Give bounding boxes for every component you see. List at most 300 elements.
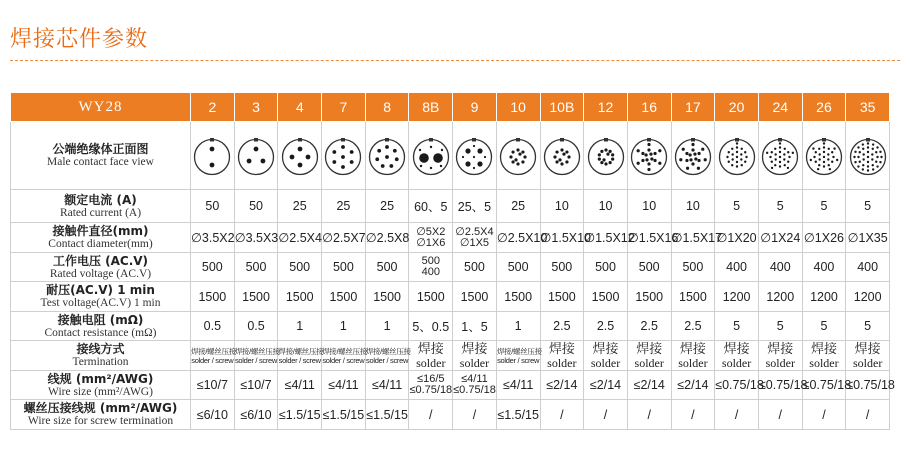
termination-mixed-en: solder / screw — [497, 355, 540, 365]
voltage-value: 500 — [551, 260, 573, 274]
screw-wire-value: / — [822, 407, 826, 422]
voltage-value-line1: 500 — [421, 255, 440, 267]
screw-wire-cell — [802, 400, 846, 430]
wire-size-cell — [322, 371, 366, 400]
test-voltage-value: 1200 — [766, 289, 795, 304]
termination-mixed-en: solder / screw — [191, 355, 234, 365]
wire-size-label-zh: 线规 (mm²/AWG) — [47, 371, 154, 386]
diameter-label-zh: 接触件直径(mm) — [52, 224, 149, 238]
wire-size-value: ≤2/14 — [546, 378, 578, 392]
screw-wire-cell — [846, 400, 890, 430]
test-voltage-cell — [322, 282, 366, 312]
termination-mixed-zh: 焊接/螺丝压接 — [191, 346, 236, 356]
termination-label-zh: 接线方式 — [76, 342, 125, 356]
connector-face-icon — [673, 136, 713, 176]
resistance-value: 5 — [820, 319, 828, 333]
current-label-zh: 额定电流 (A) — [64, 192, 137, 207]
diameter-value: ∅2.5X10 — [496, 230, 548, 245]
voltage-value: 500 — [595, 260, 616, 274]
resistance-value: 2.5 — [684, 319, 702, 333]
termination-cell — [234, 341, 278, 371]
resistance-label-zh: 接触电阻 (mΩ) — [57, 312, 144, 327]
voltage-value: 500 — [376, 260, 398, 274]
termination-solder-zh: 焊接 — [636, 341, 663, 357]
resistance-value: 0.5 — [203, 319, 222, 333]
wire-size-cell — [191, 371, 235, 400]
face-view-cell — [365, 122, 409, 190]
termination-solder-zh: 焊接 — [679, 341, 706, 357]
resistance-value: 1 — [514, 319, 522, 333]
diameter-value: ∅2.5X7 — [322, 230, 366, 245]
current-value: 25 — [336, 199, 351, 213]
test-voltage-value: 1500 — [504, 289, 533, 304]
pin-count-header: 8 — [365, 93, 409, 122]
termination-solder-en: solder — [678, 355, 708, 370]
termination-solder-en: solder — [634, 355, 664, 370]
test-voltage-label-zh: 耐压(AC.V) 1 min — [46, 283, 155, 297]
screw-wire-cell — [234, 400, 278, 430]
diameter-value: ∅1.5X12 — [584, 230, 635, 245]
voltage-value: 500 — [638, 260, 660, 274]
wire-size-value: ≤0.75/18 — [758, 378, 808, 392]
test-voltage-value: 1500 — [460, 289, 489, 304]
voltage-row-label — [11, 253, 191, 282]
test-voltage-value: 1500 — [679, 289, 707, 304]
termination-mixed-zh: 焊接/螺丝压接 — [234, 346, 280, 356]
test-voltage-value: 1500 — [329, 289, 358, 304]
current-value: 25 — [292, 199, 307, 213]
diameter-value: ∅1.5X10 — [540, 230, 592, 245]
current-cell — [322, 190, 366, 223]
screw-wire-cell — [584, 400, 628, 430]
wire-size-cell — [453, 371, 497, 400]
wire-size-cell — [715, 371, 764, 400]
termination-cell — [322, 341, 366, 371]
current-cell — [802, 190, 846, 223]
test-voltage-cell — [715, 282, 759, 312]
test-voltage-value: 1500 — [198, 289, 227, 304]
termination-solder-zh: 焊接 — [723, 341, 750, 357]
voltage-cell — [584, 253, 628, 282]
current-cell — [671, 190, 715, 223]
screw-wire-value: ≤1.5/15 — [322, 407, 365, 422]
termination-solder-en: solder — [459, 355, 490, 370]
test-voltage-label-en: Test voltage(AC.V) 1 min — [40, 297, 161, 309]
voltage-value-line2: 400 — [421, 266, 440, 278]
resistance-cell — [278, 312, 322, 341]
termination-cell — [627, 341, 671, 371]
header-row — [11, 93, 890, 122]
voltage-value: 400 — [813, 260, 835, 274]
diameter-cell — [802, 223, 846, 253]
diameter-row — [11, 223, 890, 253]
screw-wire-value: / — [734, 407, 739, 422]
current-cell — [234, 190, 278, 223]
current-cell — [627, 190, 671, 223]
termination-solder-en: solder — [852, 355, 883, 370]
connector-face-icon — [542, 136, 582, 176]
current-cell — [453, 190, 497, 223]
resistance-row-label — [11, 312, 191, 341]
current-cell — [409, 190, 453, 223]
wire-size-value: ≤4/11 — [371, 378, 403, 392]
screw-wire-cell — [409, 400, 453, 430]
wire-size-value: ≤10/7 — [196, 378, 228, 392]
current-value: 25 — [511, 199, 526, 213]
resistance-value: 5 — [864, 319, 872, 333]
termination-solder-en: solder — [547, 355, 577, 370]
face-view-cell — [584, 122, 628, 190]
current-row — [11, 190, 890, 223]
pin-count-header: 12 — [584, 93, 628, 122]
termination-cell — [278, 341, 322, 371]
screw-wire-value: / — [560, 407, 564, 422]
termination-mixed-zh: 焊接/螺丝压接 — [278, 346, 324, 356]
wire_size-value-line2: ≤0.75/18 — [453, 384, 496, 396]
termination-row-label — [11, 341, 191, 371]
voltage-value: 400 — [726, 260, 748, 274]
test-voltage-value: 1500 — [547, 289, 576, 304]
termination-solder-en: solder — [809, 355, 839, 370]
test-voltage-cell — [191, 282, 235, 312]
voltage-value: 500 — [201, 260, 223, 274]
test-voltage-value: 1500 — [635, 289, 664, 304]
voltage-cell — [409, 253, 453, 282]
termination-cell — [365, 341, 409, 371]
screw-wire-cell — [453, 400, 497, 430]
screw-wire-cell — [191, 400, 235, 430]
connector-face-icon — [760, 136, 800, 176]
diameter-value-line1: ∅5X2 — [416, 225, 446, 238]
termination-cell — [671, 341, 715, 371]
voltage-value: 500 — [464, 260, 485, 274]
diameter-label-en: Contact diameter(mm) — [48, 238, 153, 250]
termination-mixed-zh: 焊接/螺丝压接 — [322, 346, 368, 356]
title-divider — [10, 60, 900, 61]
wire-size-row-label — [11, 371, 191, 400]
connector-face-icon — [411, 136, 451, 176]
screw-wire-value: ≤6/10 — [196, 407, 228, 422]
termination-solder-zh: 焊接 — [592, 341, 619, 357]
pin-count-header: 3 — [234, 93, 278, 122]
diameter-value: ∅3.5X3 — [234, 230, 279, 245]
wire_size-value-line1: ≤4/11 — [461, 373, 488, 385]
screw-wire-value: / — [778, 407, 783, 422]
termination-cell — [802, 341, 846, 371]
pin-count-header: 9 — [453, 93, 497, 122]
termination-mixed-zh: 焊接/螺丝压接 — [496, 346, 542, 356]
pin-count-header: 2 — [191, 93, 235, 122]
face-view-cell — [322, 122, 366, 190]
termination-cell — [409, 341, 453, 371]
voltage-cell — [496, 253, 540, 282]
screw-wire-row-label — [11, 400, 191, 430]
resistance-cell — [758, 312, 802, 341]
termination-mixed-zh: 焊接/螺丝压接 — [365, 346, 411, 356]
pin-count-header: 26 — [802, 93, 846, 122]
test-voltage-row — [11, 282, 890, 312]
screw-wire-row — [11, 400, 890, 430]
diameter-cell — [453, 223, 497, 253]
diameter-cell — [627, 223, 679, 253]
resistance-value: 0.5 — [247, 319, 265, 333]
screw-wire-cell — [278, 400, 322, 430]
wire-size-row — [11, 371, 890, 400]
voltage-cell — [365, 253, 409, 282]
test-voltage-cell — [758, 282, 802, 312]
current-value: 10 — [642, 199, 657, 213]
voltage-cell — [322, 253, 366, 282]
screw-wire-value: ≤1.5/15 — [366, 407, 408, 422]
screw-wire-cell — [758, 400, 802, 430]
connector-face-icon — [454, 136, 494, 176]
test-voltage-cell — [540, 282, 584, 312]
resistance-cell — [846, 312, 890, 341]
current-cell — [846, 190, 890, 223]
connector-face-icon — [280, 136, 320, 176]
current-cell — [584, 190, 628, 223]
pin-count-header: 8B — [409, 93, 453, 122]
diameter-cell — [322, 223, 366, 253]
wire-size-cell — [365, 371, 409, 400]
voltage-value: 500 — [507, 260, 529, 274]
current-value: 5 — [864, 199, 872, 213]
wire-size-cell — [758, 371, 808, 400]
current-value: 10 — [598, 199, 613, 213]
test-voltage-cell — [453, 282, 497, 312]
current-cell — [540, 190, 584, 223]
screw-wire-label-zh: 螺丝压接线规 (mm²/AWG) — [23, 401, 178, 415]
wire-size-cell — [496, 371, 540, 400]
resistance-cell — [584, 312, 628, 341]
diameter-cell — [496, 223, 548, 253]
screw-wire-value: / — [472, 407, 477, 422]
voltage-label-zh: 工作电压 (AC.V) — [52, 253, 149, 268]
current-cell — [278, 190, 322, 223]
test-voltage-cell — [627, 282, 671, 312]
page-title: 焊接芯件参数 — [10, 27, 149, 52]
face-view-cell — [453, 122, 497, 190]
resistance-cell — [540, 312, 584, 341]
resistance-cell — [365, 312, 409, 341]
wire-size-cell — [234, 371, 278, 400]
test-voltage-value: 1500 — [242, 289, 270, 304]
wire-size-value: ≤4/11 — [503, 378, 534, 392]
diameter-value: ∅1X35 — [847, 230, 888, 245]
connector-face-icon — [498, 136, 538, 176]
screw-wire-cell — [627, 400, 671, 430]
screw-wire-value: ≤6/10 — [240, 407, 272, 422]
screw-wire-value: / — [691, 407, 695, 422]
diameter-cell — [671, 223, 723, 253]
termination-solder-zh: 焊接 — [767, 341, 794, 357]
face-row — [11, 122, 890, 190]
test-voltage-cell — [496, 282, 540, 312]
voltage-cell — [627, 253, 671, 282]
diameter-cell — [278, 223, 322, 253]
screw-wire-label-en: Wire size for screw termination — [27, 415, 174, 427]
current-value: 10 — [685, 199, 700, 213]
current-label-en: Rated current (A) — [59, 206, 142, 219]
test-voltage-cell — [365, 282, 409, 312]
resistance-value: 5 — [733, 319, 741, 333]
wire-size-cell — [278, 371, 322, 400]
face-label-en: Male contact face view — [47, 156, 154, 168]
test-voltage-cell — [584, 282, 628, 312]
voltage-cell — [191, 253, 235, 282]
resistance-cell — [234, 312, 278, 341]
connector-face-icon — [848, 136, 888, 176]
termination-row — [11, 341, 890, 371]
test-voltage-cell — [278, 282, 322, 312]
current-cell — [715, 190, 759, 223]
test-voltage-cell — [409, 282, 453, 312]
test-voltage-value: 1500 — [591, 289, 620, 304]
diameter-value-line1: ∅2.5X4 — [455, 225, 494, 238]
face-view-cell — [191, 122, 235, 190]
diameter-value: ∅2.5X4 — [278, 230, 322, 245]
face-label-zh: 公端绝缘体正面图 — [52, 142, 149, 156]
wire_size-value-line2: ≤0.75/18 — [409, 384, 453, 396]
voltage-cell — [540, 253, 584, 282]
diameter-value: ∅1.5X17 — [671, 230, 723, 245]
face-view-cell — [671, 122, 715, 190]
face-view-cell — [715, 122, 759, 190]
pin-count-header: 17 — [671, 93, 715, 122]
pin-count-header: 35 — [846, 93, 890, 122]
voltage-value: 400 — [857, 260, 879, 274]
voltage-value: 500 — [289, 260, 311, 274]
resistance-value: 2.5 — [596, 319, 615, 333]
current-value: 5 — [776, 199, 784, 213]
screw-wire-value: / — [603, 407, 608, 422]
voltage-label-en: Rated voltage (AC.V) — [49, 267, 152, 280]
voltage-value: 500 — [245, 260, 267, 274]
diameter-cell — [409, 223, 453, 253]
current-value: 10 — [554, 199, 569, 213]
wire-size-cell — [846, 371, 895, 400]
face-view-cell — [846, 122, 890, 190]
current-value: 25、5 — [457, 199, 492, 214]
current-value: 5 — [820, 199, 828, 213]
model-label: WY28 — [11, 93, 191, 122]
diameter-row-label — [11, 223, 191, 253]
resistance-value: 2.5 — [553, 319, 571, 333]
termination-mixed-en: solder / screw — [322, 355, 365, 365]
current-value: 50 — [205, 199, 220, 213]
wire-size-label-en: Wire size (mm²/AWG) — [48, 385, 153, 398]
pin-count-header: 16 — [627, 93, 671, 122]
termination-cell — [453, 341, 497, 371]
voltage-row — [11, 253, 890, 282]
wire-size-value: ≤10/7 — [240, 378, 272, 392]
termination-mixed-en: solder / screw — [278, 355, 321, 365]
connector-face-icon — [629, 136, 669, 176]
diameter-value: ∅3.5X2 — [191, 230, 235, 245]
test-voltage-cell — [846, 282, 890, 312]
current-row-label — [11, 190, 191, 223]
wire-size-cell — [627, 371, 671, 400]
face-view-cell — [496, 122, 540, 190]
test-voltage-value: 1200 — [722, 289, 751, 304]
face-view-cell — [234, 122, 278, 190]
wire-size-cell — [802, 371, 852, 400]
resistance-value: 1 — [339, 319, 347, 333]
termination-cell — [540, 341, 584, 371]
voltage-cell — [453, 253, 497, 282]
voltage-value: 500 — [332, 260, 354, 274]
face-view-cell — [409, 122, 453, 190]
screw-wire-value: / — [865, 407, 870, 422]
pin-count-header: 10B — [540, 93, 584, 122]
test-voltage-cell — [671, 282, 715, 312]
diameter-cell — [191, 223, 235, 253]
termination-cell — [846, 341, 890, 371]
screw-wire-cell — [671, 400, 715, 430]
test-voltage-cell — [234, 282, 278, 312]
wire-size-value: ≤0.75/18 — [715, 378, 764, 392]
screw-wire-cell — [496, 400, 540, 430]
wire-size-value: ≤4/11 — [328, 378, 359, 392]
diameter-cell — [540, 223, 592, 253]
termination-cell — [715, 341, 759, 371]
termination-solder-zh: 焊接 — [461, 341, 488, 357]
screw-wire-cell — [540, 400, 584, 430]
diameter-cell — [234, 223, 278, 253]
resistance-value: 5、0.5 — [412, 319, 450, 334]
wire-size-value: ≤2/14 — [677, 378, 709, 392]
resistance-cell — [802, 312, 846, 341]
diameter-value: ∅1X24 — [760, 230, 801, 245]
pin-count-header: 7 — [322, 93, 366, 122]
voltage-cell — [278, 253, 322, 282]
termination-cell — [584, 341, 628, 371]
test-voltage-value: 1500 — [285, 289, 314, 304]
termination-solder-zh: 焊接 — [417, 341, 444, 357]
face-view-cell — [758, 122, 802, 190]
termination-label-en: Termination — [72, 356, 129, 368]
current-value: 60、5 — [414, 199, 448, 214]
screw-wire-cell — [322, 400, 366, 430]
connector-face-icon — [192, 136, 232, 176]
termination-solder-zh: 焊接 — [548, 341, 575, 357]
connector-face-icon — [586, 136, 626, 176]
resistance-cell — [322, 312, 366, 341]
voltage-cell — [846, 253, 890, 282]
connector-face-icon — [717, 136, 757, 176]
wire-size-value: ≤0.75/18 — [802, 378, 852, 392]
voltage-cell — [715, 253, 759, 282]
wire-size-value: ≤2/14 — [633, 378, 665, 392]
termination-cell — [496, 341, 540, 371]
resistance-row — [11, 312, 890, 341]
face-row-label — [11, 122, 191, 190]
termination-mixed-en: solder / screw — [234, 355, 278, 365]
wire_size-value-line1: ≤16/5 — [417, 373, 445, 385]
resistance-cell — [671, 312, 715, 341]
pin-count-header: 24 — [758, 93, 802, 122]
wire-size-cell — [540, 371, 584, 400]
wire-size-cell — [671, 371, 715, 400]
resistance-value: 2.5 — [640, 319, 658, 333]
connector-face-icon — [367, 136, 407, 176]
wire-size-value: ≤4/11 — [284, 378, 315, 392]
voltage-value: 400 — [769, 260, 791, 274]
wire-size-cell — [409, 371, 453, 400]
voltage-value: 500 — [682, 260, 704, 274]
current-cell — [758, 190, 802, 223]
termination-solder-zh: 焊接 — [854, 341, 881, 357]
